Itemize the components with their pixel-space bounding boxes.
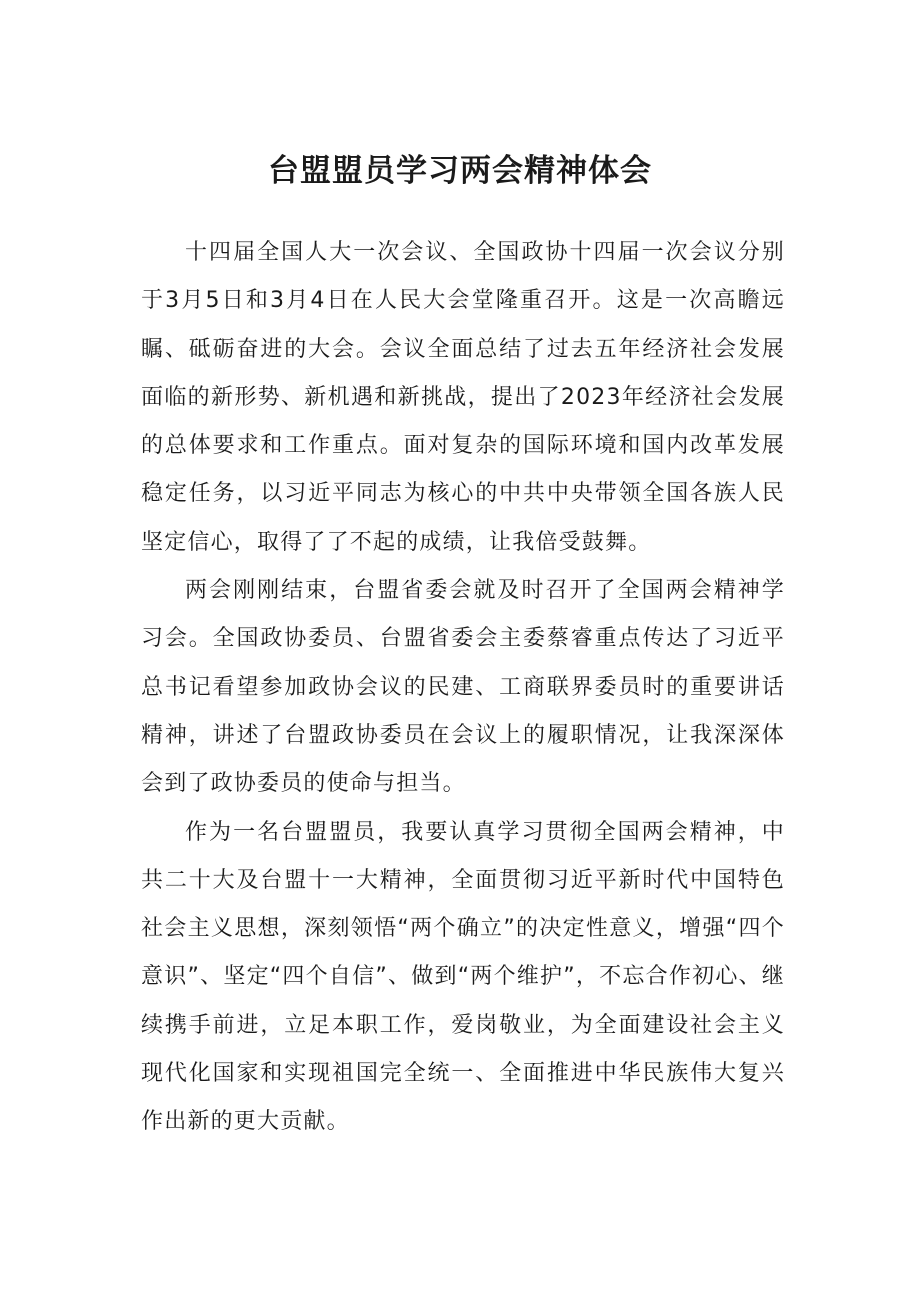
document-title: 台盟盟员学习两会精神体会 (268, 153, 652, 189)
paragraph-2: 两会刚刚结束，台盟省委会就及时召开了全国两会精神学习会。全国政协委员、台盟省委会主委蔡睿重点传达了习近平总书记看望参加政协会议的民建、工商联界委员时的重要讲话精神，讲述了台盟政协委员在会议上的履职情况，让我深深体会到了政协委员的使命与担当。 (141, 578, 785, 797)
document-body (141, 229, 785, 1147)
paragraph-1: 十四届全国人大一次会议、全国政协十四届一次会议分别于3月5日和3月4日在人民大会堂隆重召开。这是一次高瞻远瞩、砥砺奋进的大会。会议全面总结了过去五年经济社会发展面临的新形势、新机遇和新挑战，提出了2023年经济社会发展的总体要求和工作重点。面对复杂的国际环境和国内改革发展稳定任务，以习近平同志为核心的中共中央带领全国各族人民坚定信心，取得了了不起的成绩，让我倍受鼓舞。 (141, 240, 785, 555)
paragraph-3: 作为一名台盟盟员，我要认真学习贯彻全国两会精神，中共二十大及台盟十一大精神，全面贯彻习近平新时代中国特色社会主义思想，深刻领悟“两个确立”的决定性意义，增强“四个意识”、坚定“四个自信”、做到“两个维护”，不忘合作初心、继续携手前进，立足本职工作，爱岗敬业，为全面建设社会主义现代化国家和实现祖国完全统一、全面推进中华民族伟大复兴作出新的更大贡献。 (141, 819, 785, 1135)
